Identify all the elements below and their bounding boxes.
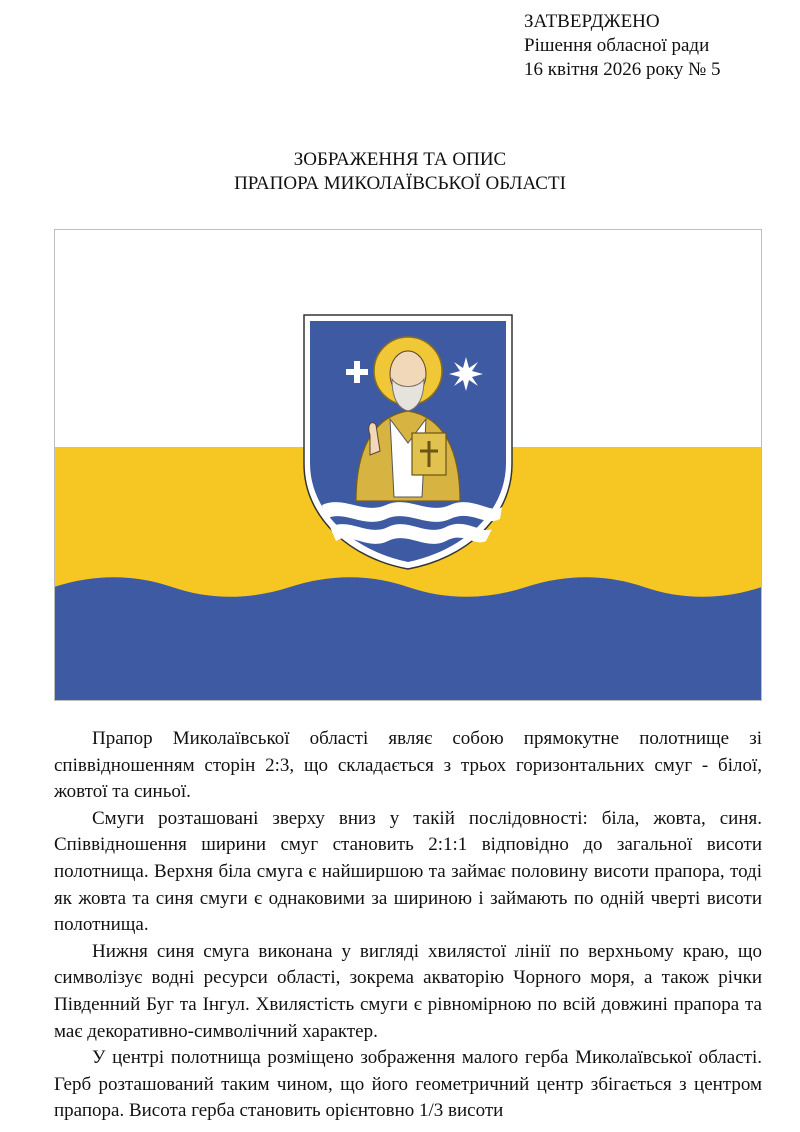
document-title-line-1: ЗОБРАЖЕННЯ ТА ОПИС [293,149,507,170]
coat-of-arms [304,315,512,569]
approval-line-date: 16 квітня 2026 року № 5 [524,59,721,80]
eight-pointed-star-icon [449,357,483,391]
paragraph-2: Смуги розташовані зверху вниз у такій послідовності: біла, жовта, синя. Співвідношення ширини смуг становить 2:1:1 відповідно до загальної висоти полотнища. Верхня біла смуга є найширшою та займає половину висоти прапора, тоді як жовта та синя смуги є однаковими за шириною і займають по одній чверті висоти полотнища. [54,807,762,936]
paragraph-3: Нижня синя смуга виконана у вигляді хвилястої лінії по верхньому краю, що символізує водні ресурси області, зокрема акваторію Чорного моря, а також річки Південний Буг та Інгул. Хвилястість смуги є рівномірною по всій довжині прапора та має декоративно-символічний характер. [54,940,762,1042]
flag-svg [54,229,762,701]
flag-image [54,229,762,701]
approval-block [524,10,721,82]
approval-line-decision: Рішення обласної ради [524,35,710,56]
flag-blue-wavy-stripe [54,577,762,701]
paragraph-1: Прапор Миколаївської області являє собою прямокутне полотнище зі співвідношенням сторін 2:3, що складається з трьох горизонтальних смуг - білої, жовтої та синьої. [54,728,762,803]
document-title-line-2: ПРАПОРА МИКОЛАЇВСЬКОЇ ОБЛАСТІ [234,173,566,194]
description-text [54,726,762,1125]
paragraph-4: У центрі полотнища розміщено зображення малого герба Миколаївської області. Герб розташований таким чином, що його геометричний центр збігається з центром прапора. Висота герба становить орієнтовно 1/3 висоти [54,1047,762,1122]
document-title [0,148,800,196]
approval-heading: ЗАТВЕРДЖЕНО [524,11,660,32]
